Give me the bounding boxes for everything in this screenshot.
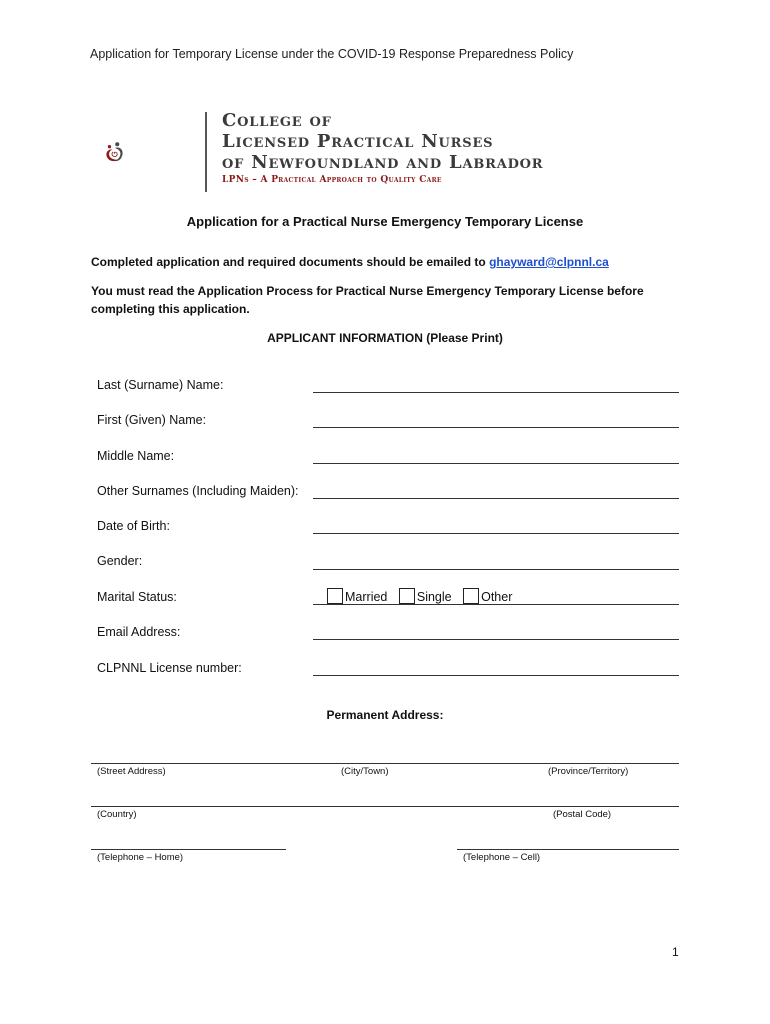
email-instruction-text: Completed application and required documents should be emailed to (91, 255, 490, 269)
email-instruction (91, 255, 609, 269)
country-label: (Country) (97, 809, 137, 820)
permanent-address-title: Permanent Address: (326, 708, 444, 722)
email-address-field[interactable] (313, 639, 679, 640)
dob-label: Date of Birth: (97, 519, 170, 533)
telephone-cell-field[interactable] (457, 849, 679, 850)
postal-code-label: (Postal Code) (553, 809, 612, 820)
single-checkbox[interactable] (399, 588, 415, 604)
married-checkbox[interactable] (327, 588, 343, 604)
logo-line-2: Licensed Practical Nurses (222, 131, 494, 152)
running-header: Application for Temporary License under the COVID-19 Response Preparedness Policy (90, 47, 574, 61)
logo-line-1: College of (222, 110, 332, 131)
license-number-label: CLPNNL License number: (97, 661, 242, 675)
marital-status-underline (313, 604, 679, 605)
married-label: Married (345, 590, 388, 604)
gender-label: Gender: (97, 554, 143, 568)
other-surnames-label: Other Surnames (Including Maiden): (97, 484, 299, 498)
other-checkbox[interactable] (463, 588, 479, 604)
gender-field[interactable] (313, 569, 679, 570)
city-label: (City/Town) (341, 766, 389, 777)
telephone-home-label: (Telephone – Home) (97, 852, 184, 863)
country-field[interactable] (91, 806, 679, 807)
middle-name-label: Middle Name: (97, 449, 175, 463)
first-name-label: First (Given) Name: (97, 413, 207, 427)
applicant-section-title: APPLICANT INFORMATION (Please Print) (267, 331, 503, 345)
logo-tagline: LPNs – A Practical Approach to Quality Care (222, 175, 442, 185)
single-label: Single (416, 590, 452, 604)
street-address-label: (Street Address) (97, 766, 166, 777)
page-number: 1 (672, 945, 679, 959)
logo-wordmark (222, 110, 543, 185)
dob-field[interactable] (313, 533, 679, 534)
street-address-field[interactable] (91, 763, 679, 764)
email-link[interactable]: ghayward@clpnnl.ca (489, 255, 609, 269)
logo-line-3: of Newfoundland and Labrador (222, 152, 544, 173)
middle-name-field[interactable] (313, 463, 679, 464)
first-name-field[interactable] (313, 427, 679, 428)
form-title: Application for a Practical Nurse Emergency Temporary License (186, 214, 584, 229)
read-notice-line-2: completing this application. (91, 302, 250, 316)
last-name-field[interactable] (313, 392, 679, 393)
logo-divider (205, 112, 207, 192)
marital-status-label: Marital Status: (97, 590, 177, 604)
telephone-home-field[interactable] (91, 849, 286, 850)
other-surnames-field[interactable] (313, 498, 679, 499)
other-label: Other (481, 590, 513, 604)
clpnnl-logo-icon (105, 102, 205, 202)
province-label: (Province/Territory) (548, 766, 629, 777)
last-name-label: Last (Surname) Name: (97, 378, 224, 392)
email-address-label: Email Address: (97, 625, 181, 639)
telephone-cell-label: (Telephone – Cell) (463, 852, 541, 863)
marital-options (327, 588, 520, 604)
license-number-field[interactable] (313, 675, 679, 676)
read-notice-line-1: You must read the Application Process for Practical Nurse Emergency Temporary License before (91, 284, 644, 298)
